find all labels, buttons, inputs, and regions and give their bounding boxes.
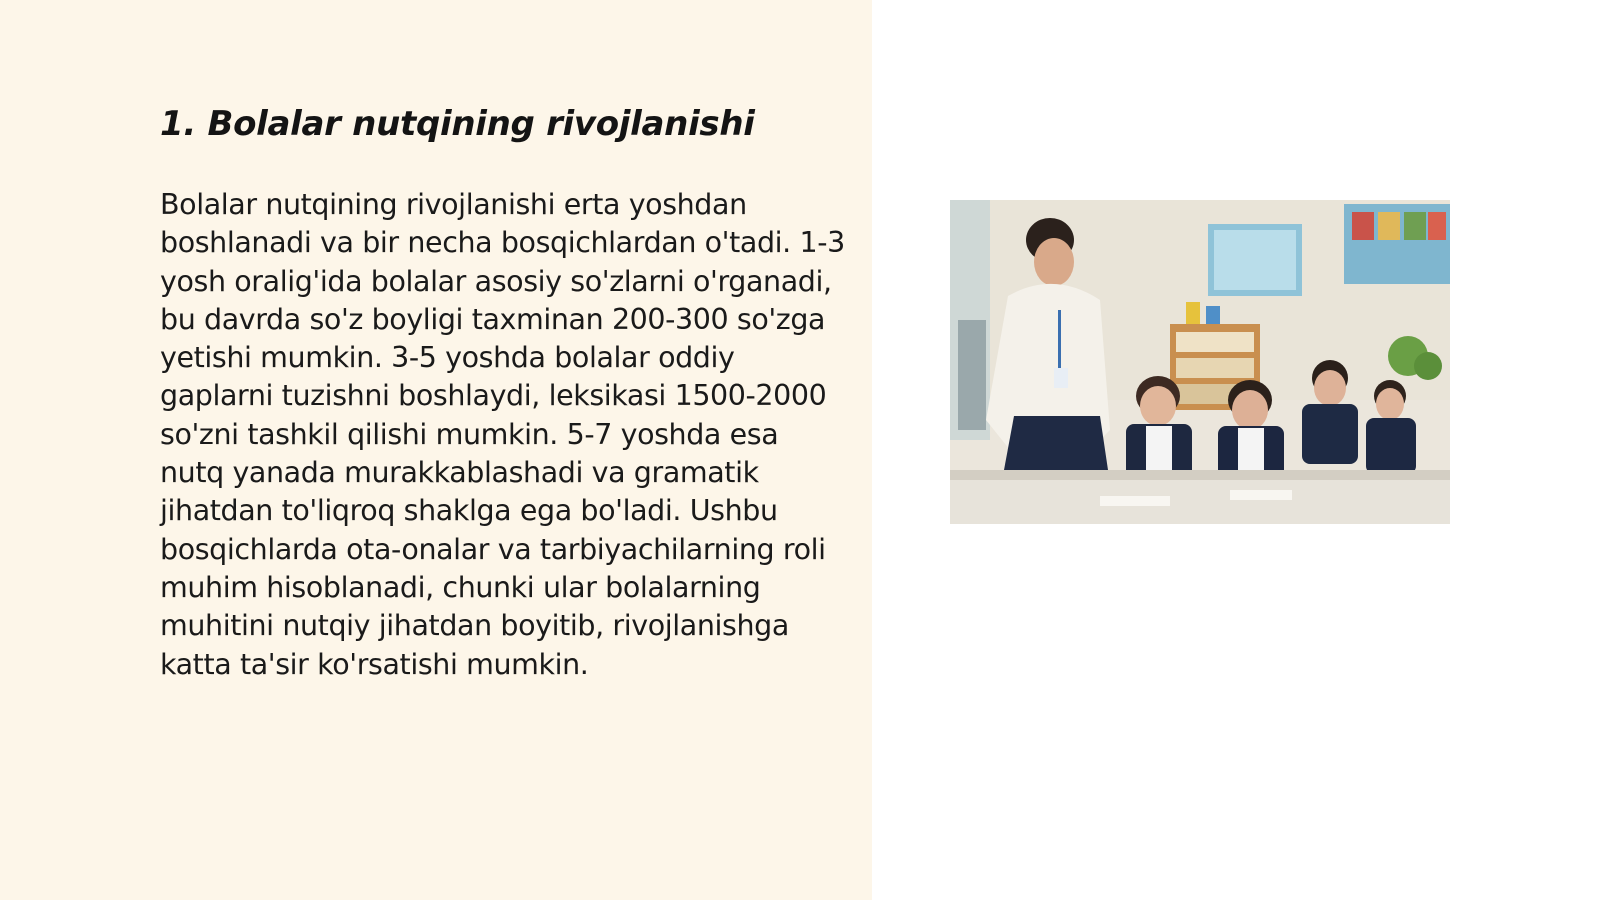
slide-title: 1. Bolalar nutqining rivojlanishi: [160, 104, 755, 144]
slide-body-text: Bolalar nutqining rivojlanishi erta yoshdan boshlanadi va bir necha bosqichlardan o'tadi. 1-3 yosh oralig'ida bolalar asosiy so'zlarni o'rganadi, bu davrda so'z boyligi taxminan 200-300 so'zga yetishi mumkin. 3-5 yoshda bolalar oddiy gaplarni tuzishni boshlaydi, leksikasi 1500-2000 so'zni tashkil qilishi mumkin. 5-7 yoshda esa nutq yanada murakkablashadi va gramatik jihatdan to'liqroq shaklga ega bo'ladi. Ushbu bosqichlarda ota-onalar va tarbiyachilarning roli muhim hisoblanadi, chunki ular bolalarning muhitini nutqiy jihatdan boyitib, rivojlanishga katta ta'sir ko'rsatishi mumkin.: [160, 188, 845, 681]
classroom-photo: [950, 200, 1450, 524]
